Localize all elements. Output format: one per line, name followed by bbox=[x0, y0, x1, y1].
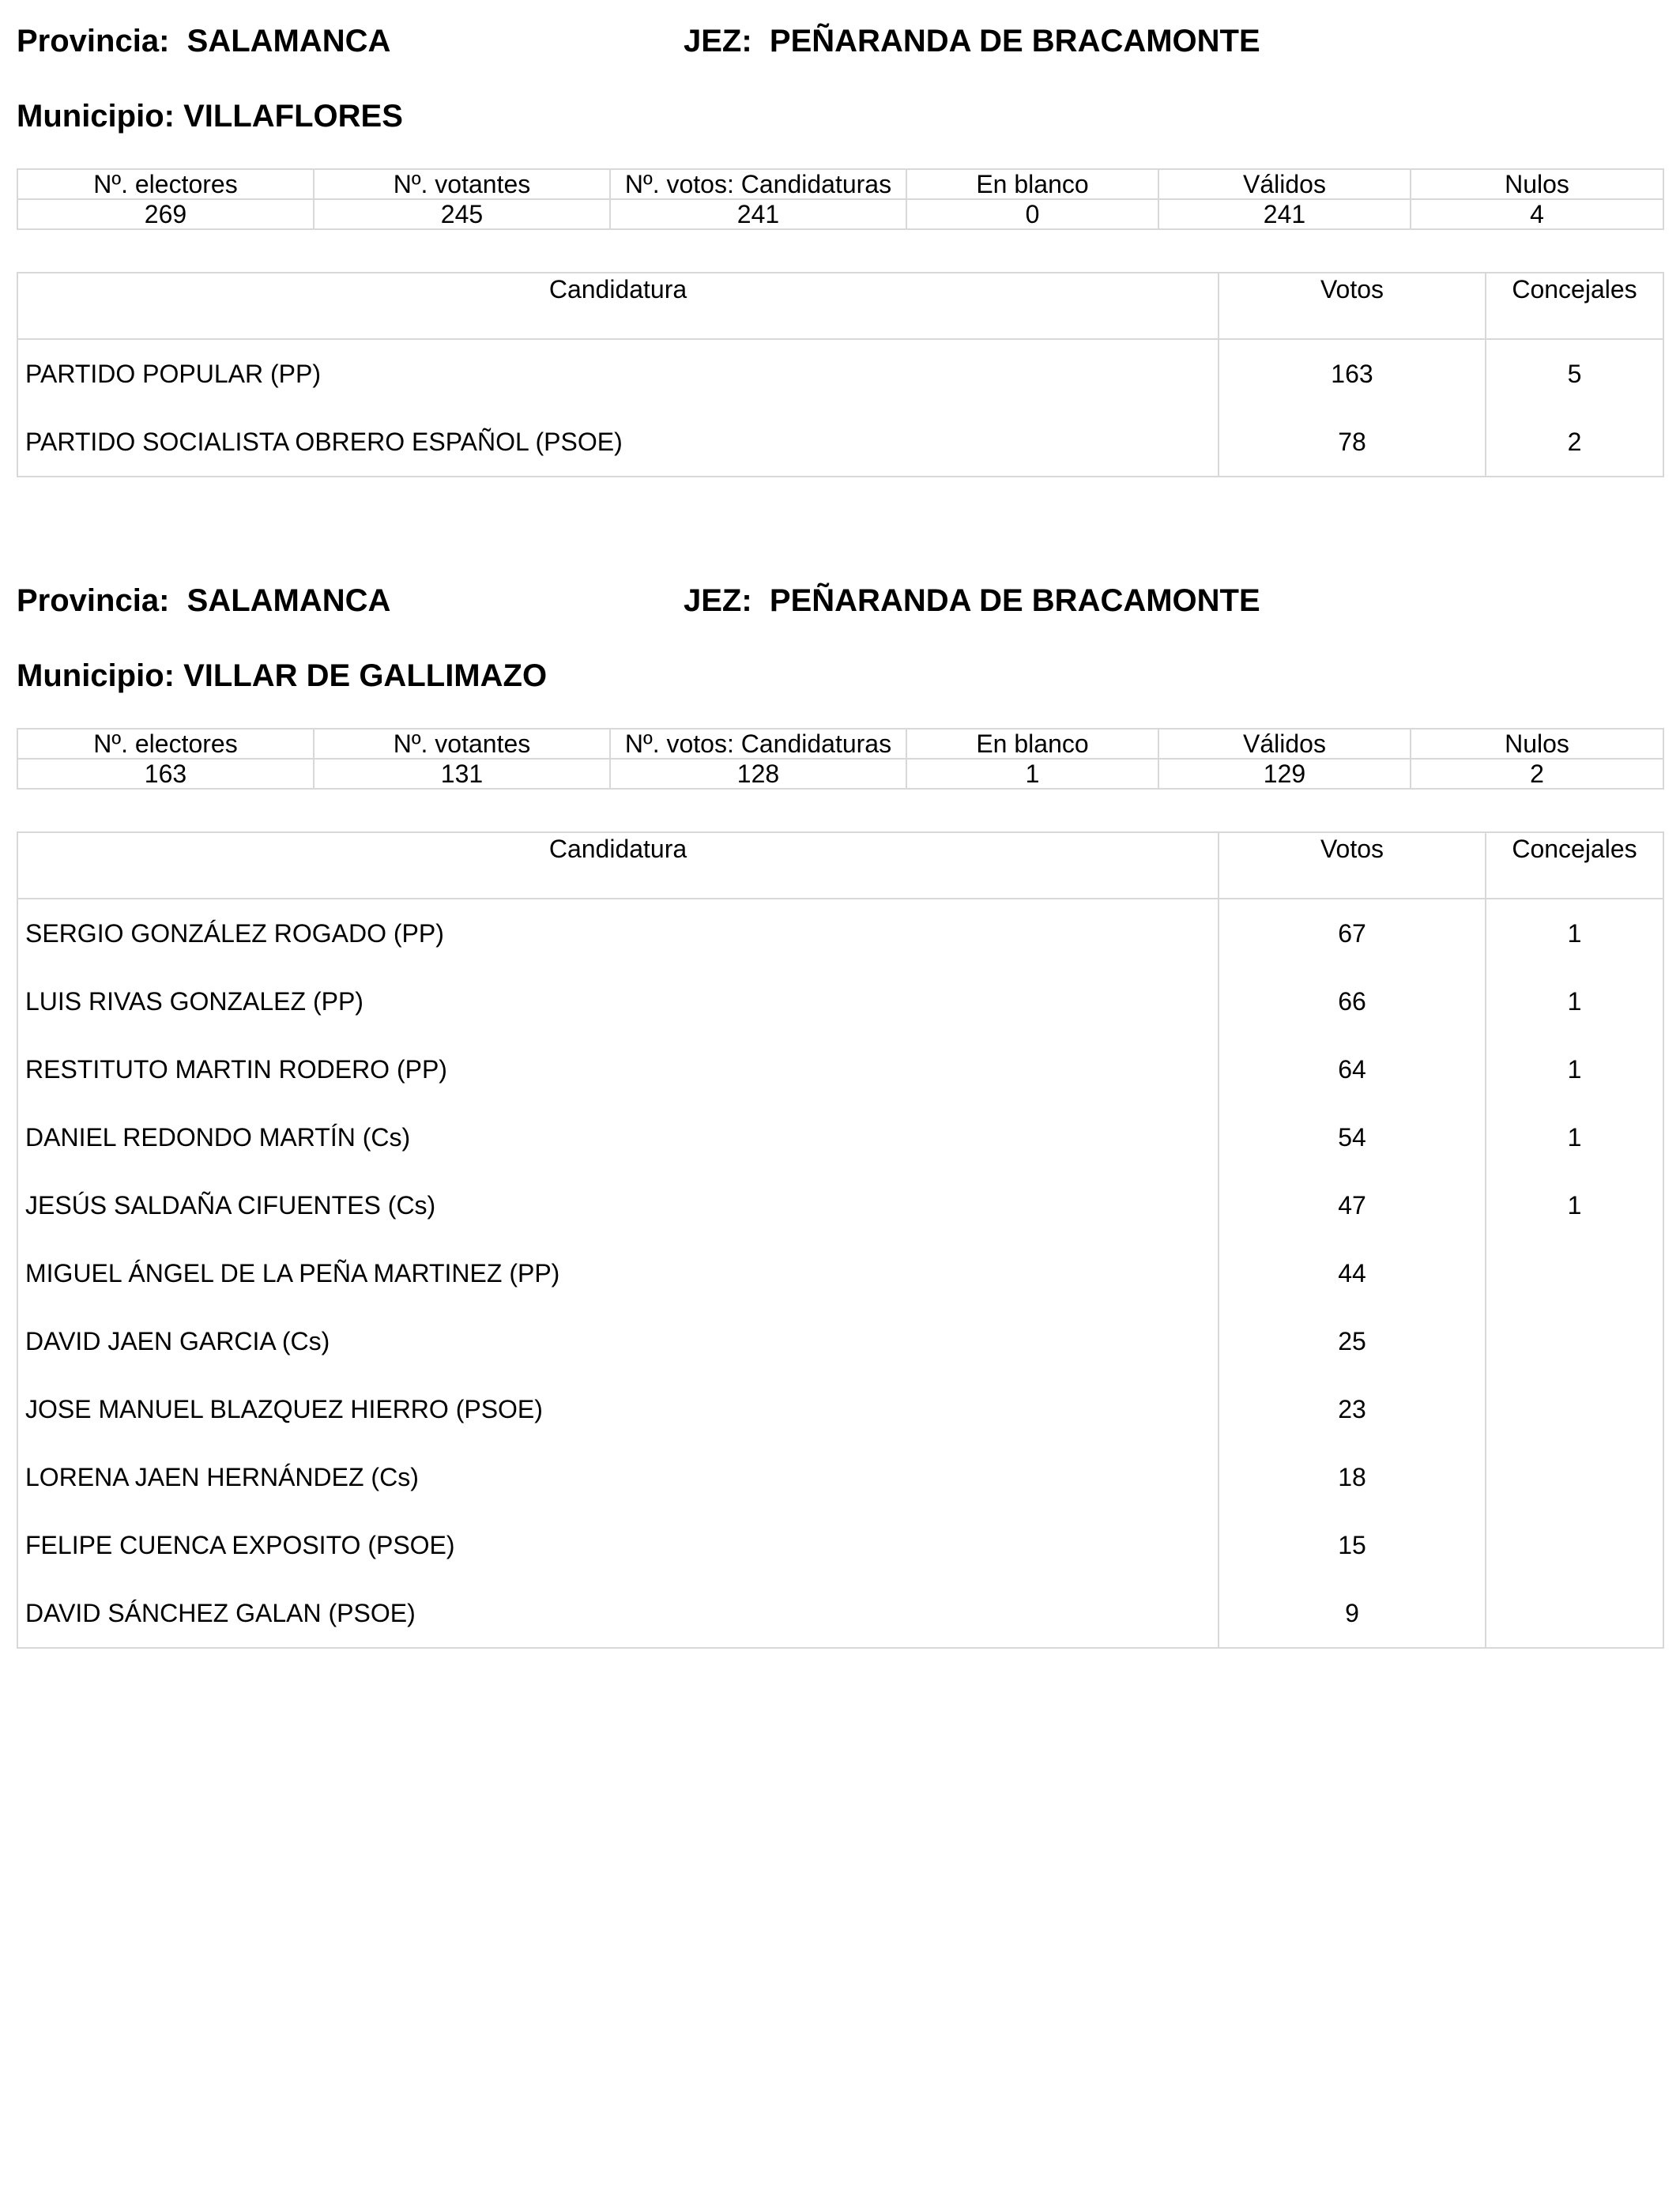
candidate-votes: 163 bbox=[1219, 339, 1486, 408]
jez-label: JEZ: bbox=[684, 24, 752, 58]
stat-header: En blanco bbox=[906, 169, 1158, 199]
table-row bbox=[17, 967, 1663, 1035]
municipality-section-villar-de-gallimazo bbox=[17, 583, 1663, 1658]
candidate-name: LORENA JAEN HERNÁNDEZ (Cs) bbox=[17, 1443, 1219, 1511]
stat-header: Nº. votos: Candidaturas bbox=[610, 169, 906, 199]
candidate-seats bbox=[1486, 1307, 1663, 1375]
candidate-name: SERGIO GONZÁLEZ ROGADO (PP) bbox=[17, 899, 1219, 967]
municipality-name: VILLAFLORES bbox=[183, 99, 403, 134]
municipality-label: Municipio: bbox=[17, 658, 175, 693]
stat-value: 4 bbox=[1411, 199, 1663, 229]
stat-header: Nº. electores bbox=[17, 729, 314, 759]
candidate-votes: 15 bbox=[1219, 1511, 1486, 1579]
header-concejales: Concejales bbox=[1486, 273, 1663, 339]
stats-header-row bbox=[17, 729, 1663, 759]
header-concejales: Concejales bbox=[1486, 832, 1663, 899]
candidate-votes: 9 bbox=[1219, 1579, 1486, 1648]
candidate-seats bbox=[1486, 1239, 1663, 1307]
candidate-votes: 54 bbox=[1219, 1103, 1486, 1171]
results-header-row bbox=[17, 273, 1663, 339]
results-table bbox=[17, 831, 1664, 1649]
stats-value-row bbox=[17, 759, 1663, 789]
table-row bbox=[17, 1511, 1663, 1579]
stat-value: 128 bbox=[610, 759, 906, 789]
province-name: SALAMANCA bbox=[186, 24, 391, 58]
province-label: Provincia: bbox=[17, 583, 170, 618]
stat-value: 129 bbox=[1158, 759, 1411, 789]
stat-header: Nº. electores bbox=[17, 169, 314, 199]
stat-header: Nº. votantes bbox=[314, 169, 610, 199]
jez-label: JEZ: bbox=[684, 583, 752, 618]
candidate-name: LUIS RIVAS GONZALEZ (PP) bbox=[17, 967, 1219, 1035]
stat-header: Nº. votos: Candidaturas bbox=[610, 729, 906, 759]
candidate-name: DAVID JAEN GARCIA (Cs) bbox=[17, 1307, 1219, 1375]
table-row bbox=[17, 1375, 1663, 1443]
table-row bbox=[17, 408, 1663, 477]
header-candidatura: Candidatura bbox=[17, 832, 1219, 899]
candidate-name: DAVID SÁNCHEZ GALAN (PSOE) bbox=[17, 1579, 1219, 1648]
candidate-seats: 1 bbox=[1486, 967, 1663, 1035]
jez-name: PEÑARANDA DE BRACAMONTE bbox=[769, 24, 1260, 58]
table-row bbox=[17, 1443, 1663, 1511]
municipality-title bbox=[17, 658, 547, 694]
candidate-votes: 44 bbox=[1219, 1239, 1486, 1307]
table-row bbox=[17, 899, 1663, 967]
candidate-seats bbox=[1486, 1375, 1663, 1443]
stat-value: 1 bbox=[906, 759, 1158, 789]
stat-value: 131 bbox=[314, 759, 610, 789]
stat-value: 241 bbox=[1158, 199, 1411, 229]
candidate-seats: 1 bbox=[1486, 1035, 1663, 1103]
municipality-label: Municipio: bbox=[17, 99, 175, 134]
stats-value-row bbox=[17, 199, 1663, 229]
stat-header: Válidos bbox=[1158, 169, 1411, 199]
candidate-votes: 47 bbox=[1219, 1171, 1486, 1239]
candidate-seats: 5 bbox=[1486, 339, 1663, 408]
stat-header: Válidos bbox=[1158, 729, 1411, 759]
municipality-title bbox=[17, 99, 403, 134]
municipality-section-villaflores bbox=[17, 24, 1663, 474]
candidate-name: FELIPE CUENCA EXPOSITO (PSOE) bbox=[17, 1511, 1219, 1579]
table-row bbox=[17, 1171, 1663, 1239]
candidate-seats bbox=[1486, 1443, 1663, 1511]
candidate-votes: 66 bbox=[1219, 967, 1486, 1035]
table-row bbox=[17, 339, 1663, 408]
candidate-votes: 67 bbox=[1219, 899, 1486, 967]
candidate-seats: 1 bbox=[1486, 1171, 1663, 1239]
header-votos: Votos bbox=[1219, 273, 1486, 339]
stat-header: Nº. votantes bbox=[314, 729, 610, 759]
candidate-name: RESTITUTO MARTIN RODERO (PP) bbox=[17, 1035, 1219, 1103]
table-row bbox=[17, 1239, 1663, 1307]
candidate-name: PARTIDO SOCIALISTA OBRERO ESPAÑOL (PSOE) bbox=[17, 408, 1219, 477]
candidate-votes: 23 bbox=[1219, 1375, 1486, 1443]
municipality-name: VILLAR DE GALLIMAZO bbox=[183, 658, 548, 693]
candidate-votes: 25 bbox=[1219, 1307, 1486, 1375]
candidate-seats bbox=[1486, 1511, 1663, 1579]
province-name: SALAMANCA bbox=[186, 583, 391, 618]
candidate-name: DANIEL REDONDO MARTÍN (Cs) bbox=[17, 1103, 1219, 1171]
candidate-name: PARTIDO POPULAR (PP) bbox=[17, 339, 1219, 408]
candidate-votes: 18 bbox=[1219, 1443, 1486, 1511]
table-row bbox=[17, 1035, 1663, 1103]
stat-value: 2 bbox=[1411, 759, 1663, 789]
table-row bbox=[17, 1307, 1663, 1375]
candidate-seats: 1 bbox=[1486, 899, 1663, 967]
header-candidatura: Candidatura bbox=[17, 273, 1219, 339]
stats-header-row bbox=[17, 169, 1663, 199]
stat-value: 0 bbox=[906, 199, 1158, 229]
candidate-votes: 64 bbox=[1219, 1035, 1486, 1103]
candidate-votes: 78 bbox=[1219, 408, 1486, 477]
header-votos: Votos bbox=[1219, 832, 1486, 899]
stat-header: En blanco bbox=[906, 729, 1158, 759]
candidate-name: JOSE MANUEL BLAZQUEZ HIERRO (PSOE) bbox=[17, 1375, 1219, 1443]
candidate-name: JESÚS SALDAÑA CIFUENTES (Cs) bbox=[17, 1171, 1219, 1239]
table-row bbox=[17, 1579, 1663, 1648]
stats-table bbox=[17, 168, 1664, 230]
results-header-row bbox=[17, 832, 1663, 899]
candidate-name: MIGUEL ÁNGEL DE LA PEÑA MARTINEZ (PP) bbox=[17, 1239, 1219, 1307]
stat-value: 245 bbox=[314, 199, 610, 229]
stat-value: 241 bbox=[610, 199, 906, 229]
candidate-seats bbox=[1486, 1579, 1663, 1648]
stat-header: Nulos bbox=[1411, 729, 1663, 759]
results-table bbox=[17, 272, 1664, 477]
stats-table bbox=[17, 728, 1664, 790]
jez-name: PEÑARANDA DE BRACAMONTE bbox=[769, 583, 1260, 618]
province-label: Provincia: bbox=[17, 24, 170, 58]
table-row bbox=[17, 1103, 1663, 1171]
stat-header: Nulos bbox=[1411, 169, 1663, 199]
stat-value: 163 bbox=[17, 759, 314, 789]
candidate-seats: 2 bbox=[1486, 408, 1663, 477]
candidate-seats: 1 bbox=[1486, 1103, 1663, 1171]
stat-value: 269 bbox=[17, 199, 314, 229]
